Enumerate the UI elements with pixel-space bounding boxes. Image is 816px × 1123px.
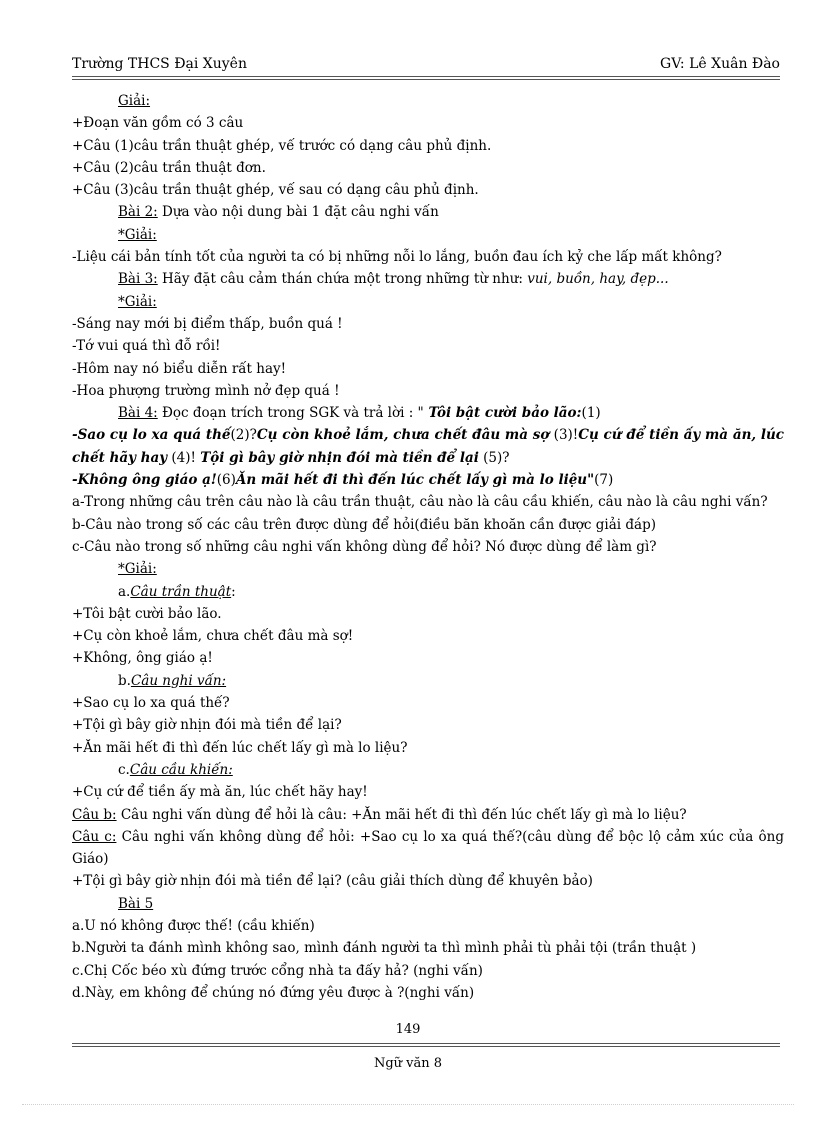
text-line: +Câu (2)câu trần thuật đơn. [72, 159, 266, 176]
sentence-number: (4)! [167, 449, 201, 466]
subheading-c [72, 759, 784, 781]
answer-label: Câu b: [72, 806, 117, 823]
text-line: +Đoạn văn gồm có 3 câu [72, 115, 244, 132]
quote-text: Cụ cứ để tiền ấy mà ăn, lúc chết hãy hay [72, 427, 785, 466]
text-line: -Sáng nay mới bị điểm thấp, buồn quá ! [72, 315, 343, 332]
header-school: Trường THCS Đại Xuyên [72, 56, 247, 72]
exercise-text: Dựa vào nội dung bài 1 đặt câu nghi vấn [157, 204, 439, 221]
exercise-text: Đọc đoạn trích trong SGK và trả lời : " [157, 405, 424, 422]
exercise-label: Bài 4: [118, 405, 158, 422]
text-line: +Ăn mãi hết đi thì đến lúc chết lấy gì mà lo liệu? [72, 739, 408, 756]
quote-text: -Sao cụ lo xa quá thế [72, 427, 231, 444]
question-b: b-Câu nào trong số các câu trên được dùng để hỏi(điều băn khoăn cần được giải đáp) [72, 516, 656, 533]
exercise-label: Bài 3: [118, 271, 158, 288]
subheading-label: Câu cầu khiến: [129, 761, 233, 778]
page-edge-divider [22, 1104, 794, 1105]
sentence-number: (7) [594, 472, 614, 489]
header-teacher: GV: Lê Xuân Đào [660, 56, 780, 72]
header-rule [72, 76, 780, 80]
answer-b [72, 804, 784, 826]
page-body [72, 90, 784, 1004]
subheading-colon: : [231, 583, 236, 600]
subheading-letter: a. [118, 583, 131, 600]
question-c: c-Câu nào trong số những câu nghi vấn không dùng để hỏi? Nó được dùng để làm gì? [72, 538, 657, 555]
quote-text: Tôi bật cười bảo lão: [423, 405, 582, 422]
heading-giai: Giải: [118, 93, 151, 109]
subheading-a [72, 581, 784, 603]
heading-label: *Giải: [118, 561, 157, 578]
exercise-3 [72, 268, 784, 290]
sentence-number: (2)? [230, 427, 257, 444]
exercise-2 [72, 201, 784, 223]
quote-text: -Không ông giáo ạ! [72, 472, 217, 489]
text-line: +Tội gì bây giờ nhịn đói mà tiền để lại? [72, 717, 342, 734]
text-line: -Hôm nay nó biểu diễn rất hay! [72, 360, 287, 377]
text-line: +Câu (1)câu trần thuật ghép, vế trước có dạng câu phủ định. [72, 137, 492, 154]
exercise-5 [72, 893, 784, 915]
text-line: +Tội gì bây giờ nhịn đói mà tiền để lại? (câu giải thích dùng để khuyên bảo) [72, 873, 593, 890]
quote-line [72, 469, 784, 491]
text-line: -Tớ vui quá thì đỗ rồi! [72, 338, 221, 355]
quote-text: Tội gì bây giờ nhịn đói mà tiền để lại [200, 449, 479, 466]
question-a: a-Trong những câu trên câu nào là câu trần thuật, câu nào là câu cầu khiến, câu nào là câu nghi vấn? [72, 494, 768, 511]
text-line: a.U nó không được thế! (cầu khiến) [72, 917, 315, 934]
exercise-examples: vui, buồn, hay, đẹp... [527, 271, 669, 288]
quote-text: Cụ còn khoẻ lắm, chưa chết đâu mà sợ [256, 427, 550, 444]
subheading-b [72, 670, 784, 692]
text-line: -Hoa phượng trường mình nở đẹp quá ! [72, 382, 340, 399]
footer-subject: Ngữ văn 8 [373, 1056, 443, 1071]
text-line: +Sao cụ lo xa quá thế? [72, 695, 230, 712]
exercise-4 [72, 402, 784, 424]
exercise-label: Bài 5 [118, 895, 154, 912]
sentence-number: (6) [216, 472, 236, 489]
quote-text: Ăn mãi hết đi thì đến lúc chết lấy gì mà lo liệu" [235, 472, 595, 489]
sentence-number: (5)? [478, 449, 510, 466]
subheading-letter: c. [118, 761, 130, 778]
text-line: +Không, ông giáo ạ! [72, 650, 213, 667]
heading-giai [72, 224, 784, 246]
text-line: b.Người ta đánh mình không sao, mình đánh người ta thì mình phải tù phải tội (trần thuật ) [72, 940, 697, 957]
text-line: c.Chị Cốc béo xù đứng trước cổng nhà ta đấy hả? (nghi vấn) [72, 962, 483, 979]
quote-paragraph [72, 424, 784, 469]
sentence-number: (3)! [549, 427, 579, 444]
subheading-letter: b. [118, 672, 131, 689]
footer-rule [72, 1043, 780, 1047]
text-line: -Liệu cái bản tính tốt của người ta có bị những nỗi lo lắng, buồn đau ích kỷ che lấp mất không? [72, 249, 722, 266]
heading-label: *Giải: [118, 226, 157, 243]
text-line: +Cụ còn khoẻ lắm, chưa chết đâu mà sợ! [72, 628, 354, 645]
heading-giai [72, 558, 784, 580]
exercise-text: Hãy đặt câu cảm thán chứa một trong những từ như: [157, 271, 528, 288]
text-line: +Tôi bật cười bảo lão. [72, 605, 222, 622]
text-line: d.Này, em không để chúng nó đứng yêu được à ?(nghi vấn) [72, 984, 475, 1001]
text-line: +Câu (3)câu trần thuật ghép, vế sau có dạng câu phủ định. [72, 182, 479, 199]
heading-giai [72, 291, 784, 313]
subheading-label: Câu nghi vấn: [130, 672, 227, 689]
exercise-label: Bài 2: [118, 204, 158, 221]
answer-text: Câu nghi vấn dùng để hỏi là câu: +Ăn mãi hết đi thì đến lúc chết lấy gì mà lo liệu? [116, 806, 687, 823]
sentence-number: (1) [581, 405, 601, 422]
answer-text: Câu nghi vấn không dùng để hỏi: +Sao cụ lo xa quá thế?(câu dùng để bộc lộ cảm xúc của ông Giáo) [72, 828, 784, 868]
subheading-label: Câu trần thuật [130, 583, 232, 600]
text-line: +Cụ cứ để tiền ấy mà ăn, lúc chết hãy hay! [72, 784, 368, 801]
answer-c [72, 826, 784, 871]
heading-label: *Giải: [118, 293, 157, 310]
answer-label: Câu c: [72, 828, 117, 845]
page-number: 149 [395, 1022, 421, 1037]
